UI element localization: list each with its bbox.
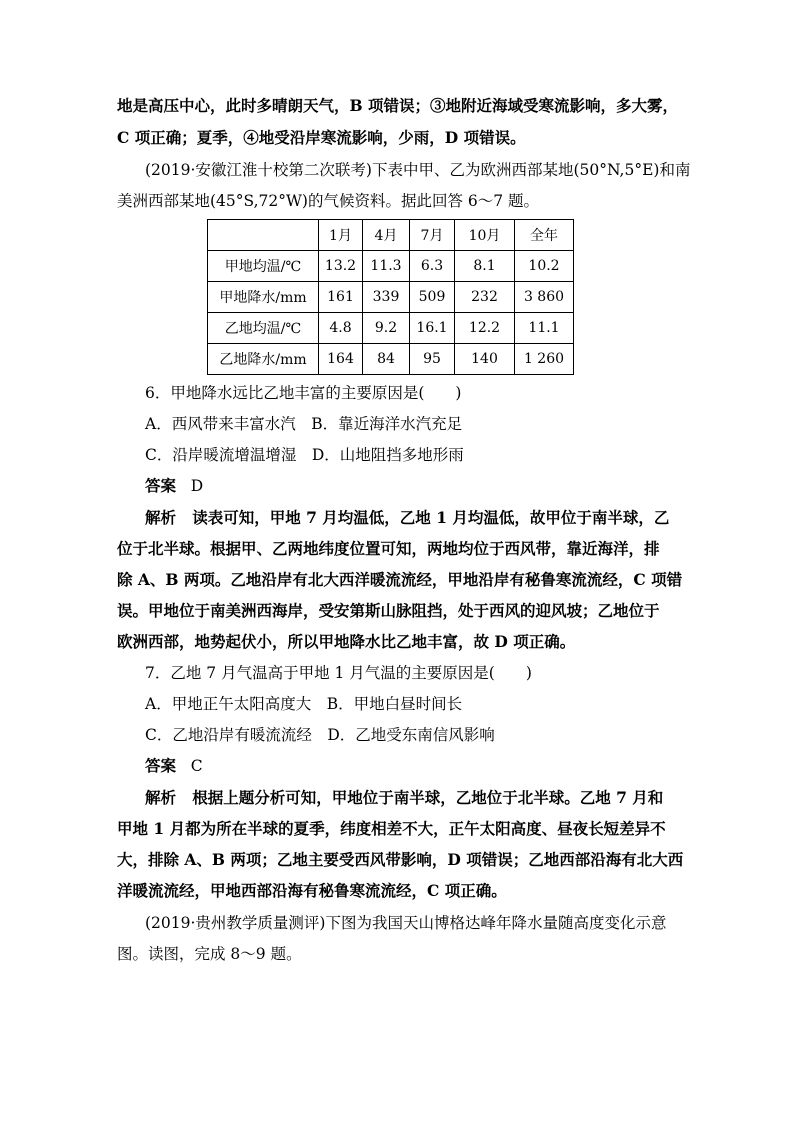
q6-analysis-line-2: 位于北半球。根据甲、乙两地纬度位置可知，两地均位于西风带，靠近海洋，排 (117, 539, 660, 558)
table-row (208, 282, 574, 313)
answer-label: 答案 (145, 756, 177, 775)
q6-answer (145, 476, 715, 496)
q7-analysis-line-1 (145, 788, 715, 808)
table-cell: 11.3 (363, 251, 410, 282)
analysis-label: 解析 (145, 788, 177, 807)
table-cell: 8.1 (455, 251, 515, 282)
table-cell: 3 860 (515, 282, 574, 313)
table-cell: 1 260 (515, 344, 574, 375)
table-cell: 6.3 (410, 251, 455, 282)
table-cell: 140 (455, 344, 515, 375)
analysis-text: 读表可知，甲地 7 月均温低，乙地 1 月均温低，故甲位于南半球，乙 (192, 508, 670, 527)
answer-value: C (190, 757, 203, 775)
table-cell: 4.8 (319, 313, 363, 344)
context-line-1: (2019·安徽江淮十校第二次联考)下表中甲、乙为欧洲西部某地(50°N,5°E)和南 (145, 161, 691, 179)
table-cell: 95 (410, 344, 455, 375)
table-cell: 84 (363, 344, 410, 375)
table-row (208, 344, 574, 375)
q6-analysis-line-5: 欧洲西部，地势起伏小，所以甲地降水比乙地丰富，故 D 项正确。 (117, 632, 576, 651)
table-row (208, 313, 574, 344)
table-cell: 161 (319, 282, 363, 313)
table-row-label: 乙地均温/℃ (208, 313, 319, 344)
table-row-label: 甲地均温/℃ (208, 251, 319, 282)
table-cell: 13.2 (319, 251, 363, 282)
q7-stem: 7．乙地 7 月气温高于甲地 1 月气温的主要原因是( ) (145, 664, 532, 682)
q6-analysis-line-4: 误。甲地位于南美洲西海岸，受安第斯山脉阻挡，处于西风的迎风坡；乙地位于 (117, 601, 660, 620)
climate-table (207, 219, 574, 375)
table-cell: 339 (363, 282, 410, 313)
table-cell: 232 (455, 282, 515, 313)
table-cell: 509 (410, 282, 455, 313)
table-cell: 9.2 (363, 313, 410, 344)
table-header-cell: 10月 (455, 220, 515, 251)
q7-options-cd: C．乙地沿岸有暖流流经 D．乙地受东南信风影响 (145, 726, 495, 744)
context-line-2: 美洲西部某地(45°S,72°W)的气候资料。据此回答 6～7 题。 (117, 192, 540, 210)
table-cell: 11.1 (515, 313, 574, 344)
answer-value: D (190, 477, 204, 495)
table-header-cell: 全年 (515, 220, 574, 251)
analysis-label: 解析 (145, 508, 177, 527)
q6-options-cd: C．沿岸暖流增温增湿 D．山地阻挡多地形雨 (145, 446, 464, 464)
q6-stem: 6．甲地降水远比乙地丰富的主要原因是( ) (145, 384, 462, 402)
analysis-text: 根据上题分析可知，甲地位于南半球，乙地位于北半球。乙地 7 月和 (192, 788, 664, 807)
table-header-row (208, 220, 574, 251)
q7-analysis-line-2: 甲地 1 月都为所在半球的夏季，纬度相差不大，正午太阳高度、昼夜长短差异不 (117, 819, 666, 838)
table-row-label: 乙地降水/mm (208, 344, 319, 375)
table-row (208, 251, 574, 282)
table-cell: 16.1 (410, 313, 455, 344)
table-cell: 10.2 (515, 251, 574, 282)
tail-line-2: 图。读图，完成 8～9 题。 (117, 945, 302, 963)
q7-answer (145, 756, 715, 776)
table-header-cell: 4月 (363, 220, 410, 251)
q7-analysis-line-4: 洋暖流流经，甲地西部沿海有秘鲁寒流流经，C 项正确。 (117, 881, 507, 900)
table-row-label: 甲地降水/mm (208, 282, 319, 313)
table-header-cell: 7月 (410, 220, 455, 251)
q7-analysis-line-3: 大，排除 A、B 两项；乙地主要受西风带影响，D 项错误；乙地西部沿海有北大西 (117, 850, 684, 869)
q6-analysis-line-3: 除 A、B 两项。乙地沿岸有北大西洋暖流流经，甲地沿岸有秘鲁寒流流经，C 项错 (117, 570, 683, 589)
table-cell: 12.2 (455, 313, 515, 344)
q6-options-ab: A．西风带来丰富水汽 B．靠近海洋水汽充足 (145, 415, 463, 433)
q7-options-ab: A．甲地正午太阳高度大 B．甲地白昼时间长 (145, 695, 463, 713)
answer-label: 答案 (145, 476, 177, 495)
table-header-cell: 1月 (319, 220, 363, 251)
intro-line-1: 地是高压中心，此时多晴朗天气，B 项错误；③地附近海域受寒流影响，多大雾， (117, 96, 678, 115)
table-cell: 164 (319, 344, 363, 375)
tail-line-1: (2019·贵州教学质量测评)下图为我国天山博格达峰年降水量随高度变化示意 (145, 914, 667, 932)
q6-analysis-line-1 (145, 508, 715, 528)
intro-line-2: C 项正确；夏季，④地受沿岸寒流影响，少雨，D 项错误。 (117, 128, 526, 147)
table-header-cell (208, 220, 319, 251)
